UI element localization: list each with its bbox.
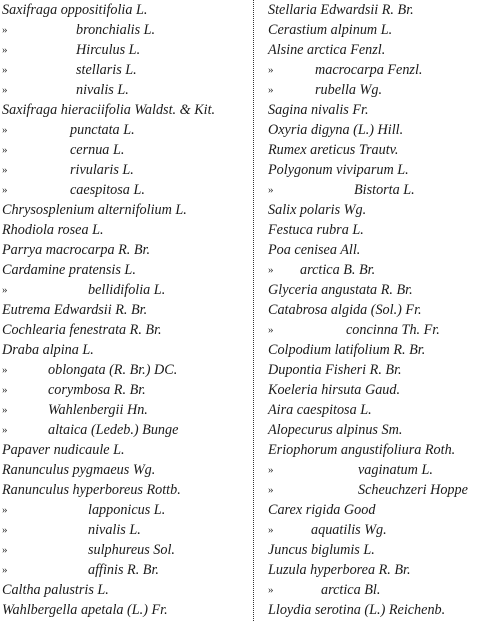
species-entry: [268, 260, 501, 280]
species-name: Draba alpina L.: [2, 342, 94, 358]
species-entry: [2, 80, 250, 100]
species-entry: [268, 520, 501, 540]
species-entry: [268, 360, 501, 380]
ditto-mark: »: [2, 524, 8, 536]
species-name: Ranunculus pygmaeus Wg.: [2, 462, 156, 478]
species-entry: [2, 260, 250, 280]
species-name: Catabrosa algida (Sol.) Fr.: [268, 302, 422, 318]
species-entry: [2, 420, 250, 440]
species-entry: [2, 100, 250, 120]
species-entry: [2, 240, 250, 260]
species-entry: [268, 200, 501, 220]
ditto-mark: »: [268, 64, 274, 76]
species-entry: [268, 480, 501, 500]
species-name: affinis R. Br.: [88, 562, 159, 578]
species-name: Polygonum viviparum L.: [268, 162, 409, 178]
ditto-mark: »: [268, 464, 274, 476]
species-name: stellaris L.: [76, 62, 137, 78]
ditto-mark: »: [2, 384, 8, 396]
species-entry: [268, 580, 501, 600]
species-entry: [2, 400, 250, 420]
species-name: Carex rigida Good: [268, 502, 376, 518]
species-entry: [268, 220, 501, 240]
species-entry: [268, 380, 501, 400]
species-entry: [2, 440, 250, 460]
ditto-mark: »: [268, 84, 274, 96]
ditto-mark: »: [2, 404, 8, 416]
species-name: Luzula hyperborea R. Br.: [268, 562, 411, 578]
species-entry: [268, 180, 501, 200]
species-name: Salix polaris Wg.: [268, 202, 367, 218]
ditto-mark: »: [268, 324, 274, 336]
ditto-mark: »: [2, 44, 8, 56]
species-name: Alsine arctica Fenzl.: [268, 42, 386, 58]
species-entry: [268, 240, 501, 260]
species-entry: [2, 380, 250, 400]
species-name: Wahlbergella apetala (L.) Fr.: [2, 602, 168, 618]
species-entry: [2, 580, 250, 600]
species-name: Oxyria digyna (L.) Hill.: [268, 122, 404, 138]
species-name: aquatilis Wg.: [311, 522, 387, 538]
species-entry: [2, 280, 250, 300]
species-name: Glyceria angustata R. Br.: [268, 282, 413, 298]
species-name: Lloydia serotina (L.) Reichenb.: [268, 602, 446, 618]
species-entry: [268, 320, 501, 340]
ditto-mark: »: [268, 484, 274, 496]
species-name: Ranunculus hyperboreus Rottb.: [2, 482, 181, 498]
ditto-mark: »: [2, 544, 8, 556]
species-entry: [268, 540, 501, 560]
species-entry: [268, 140, 501, 160]
ditto-mark: »: [2, 184, 8, 196]
species-name: Eutrema Edwardsii R. Br.: [2, 302, 148, 318]
ditto-mark: »: [2, 144, 8, 156]
species-name: Scheuchzeri Hoppe: [358, 482, 468, 498]
species-name: Stellaria Edwardsii R. Br.: [268, 2, 414, 18]
species-name: Colpodium latifolium R. Br.: [268, 342, 426, 358]
species-name: Rhodiola rosea L.: [2, 222, 104, 238]
species-entry: [2, 0, 250, 20]
species-name: arctica Bl.: [321, 582, 381, 598]
species-name: Parrya macrocarpa R. Br.: [2, 242, 151, 258]
ditto-mark: »: [2, 364, 8, 376]
right-column: [268, 0, 501, 620]
species-name: Cardamine pratensis L.: [2, 262, 136, 278]
species-entry: [2, 560, 250, 580]
species-name: arctica B. Br.: [300, 262, 376, 278]
species-name: Wahlenbergii Hn.: [48, 402, 148, 418]
species-entry: [268, 100, 501, 120]
species-entry: [2, 220, 250, 240]
ditto-mark: »: [268, 524, 274, 536]
species-name: Cochlearia fenestrata R. Br.: [2, 322, 162, 338]
species-entry: [268, 460, 501, 480]
ditto-mark: »: [2, 124, 8, 136]
species-name: Juncus biglumis L.: [268, 542, 375, 558]
species-entry: [268, 340, 501, 360]
species-name: Koeleria hirsuta Gaud.: [268, 382, 401, 398]
species-entry: [2, 60, 250, 80]
species-entry: [2, 540, 250, 560]
species-entry: [268, 20, 501, 40]
species-name: Rumex areticus Trautv.: [268, 142, 399, 158]
species-name: concinna Th. Fr.: [346, 322, 440, 338]
ditto-mark: »: [2, 164, 8, 176]
species-entry: [2, 20, 250, 40]
species-name: lapponicus L.: [88, 502, 166, 518]
species-name: punctata L.: [70, 122, 135, 138]
left-column: [2, 0, 250, 620]
species-name: Sagina nivalis Fr.: [268, 102, 369, 118]
species-name: nivalis L.: [76, 82, 129, 98]
species-entry: [2, 40, 250, 60]
ditto-mark: »: [2, 564, 8, 576]
species-entry: [2, 500, 250, 520]
species-name: Festuca rubra L.: [268, 222, 364, 238]
species-entry: [2, 120, 250, 140]
ditto-mark: »: [2, 64, 8, 76]
species-entry: [2, 340, 250, 360]
species-name: Saxifraga oppositifolia L.: [2, 2, 148, 18]
species-name: macrocarpa Fenzl.: [315, 62, 423, 78]
species-entry: [268, 300, 501, 320]
species-entry: [268, 120, 501, 140]
species-entry: [268, 600, 501, 620]
species-name: Poa cenisea All.: [268, 242, 361, 258]
species-name: sulphureus Sol.: [88, 542, 175, 558]
species-name: corymbosa R. Br.: [48, 382, 146, 398]
species-entry: [2, 320, 250, 340]
species-entry: [268, 420, 501, 440]
species-name: Aira caespitosa L.: [268, 402, 372, 418]
ditto-mark: »: [2, 504, 8, 516]
species-name: Alopecurus alpinus Sm.: [268, 422, 403, 438]
species-entry: [268, 440, 501, 460]
species-name: caespitosa L.: [70, 182, 145, 198]
species-name: vaginatum L.: [358, 462, 433, 478]
species-name: Saxifraga hieraciifolia Waldst. & Kit.: [2, 102, 216, 118]
column-divider: [253, 0, 254, 621]
species-name: Cerastium alpinum L.: [268, 22, 393, 38]
species-name: oblongata (R. Br.) DC.: [48, 362, 178, 378]
species-name: rivularis L.: [70, 162, 134, 178]
species-entry: [268, 160, 501, 180]
species-entry: [268, 40, 501, 60]
ditto-mark: »: [268, 584, 274, 596]
species-entry: [2, 460, 250, 480]
species-name: bronchialis L.: [76, 22, 156, 38]
species-name: Caltha palustris L.: [2, 582, 109, 598]
ditto-mark: »: [268, 264, 274, 276]
species-name: altaica (Ledeb.) Bunge: [48, 422, 179, 438]
species-entry: [268, 400, 501, 420]
species-name: Chrysosplenium alternifolium L.: [2, 202, 187, 218]
species-entry: [2, 520, 250, 540]
species-entry: [2, 200, 250, 220]
species-name: rubella Wg.: [315, 82, 382, 98]
species-entry: [2, 300, 250, 320]
species-entry: [268, 60, 501, 80]
species-name: Papaver nudicaule L.: [2, 442, 125, 458]
ditto-mark: »: [268, 184, 274, 196]
species-entry: [2, 160, 250, 180]
species-entry: [268, 560, 501, 580]
species-entry: [2, 360, 250, 380]
species-name: Dupontia Fisheri R. Br.: [268, 362, 402, 378]
ditto-mark: »: [2, 84, 8, 96]
species-name: Bistorta L.: [354, 182, 415, 198]
species-entry: [268, 0, 501, 20]
species-entry: [2, 140, 250, 160]
species-entry: [268, 280, 501, 300]
ditto-mark: »: [2, 24, 8, 36]
species-entry: [268, 500, 501, 520]
species-entry: [2, 180, 250, 200]
ditto-mark: »: [2, 284, 8, 296]
species-name: cernua L.: [70, 142, 125, 158]
species-entry: [268, 80, 501, 100]
species-entry: [2, 480, 250, 500]
species-name: nivalis L.: [88, 522, 141, 538]
species-name: Hirculus L.: [76, 42, 141, 58]
species-name: bellidifolia L.: [88, 282, 166, 298]
ditto-mark: »: [2, 424, 8, 436]
species-entry: [2, 600, 250, 620]
species-name: Eriophorum angustifoliura Roth.: [268, 442, 456, 458]
